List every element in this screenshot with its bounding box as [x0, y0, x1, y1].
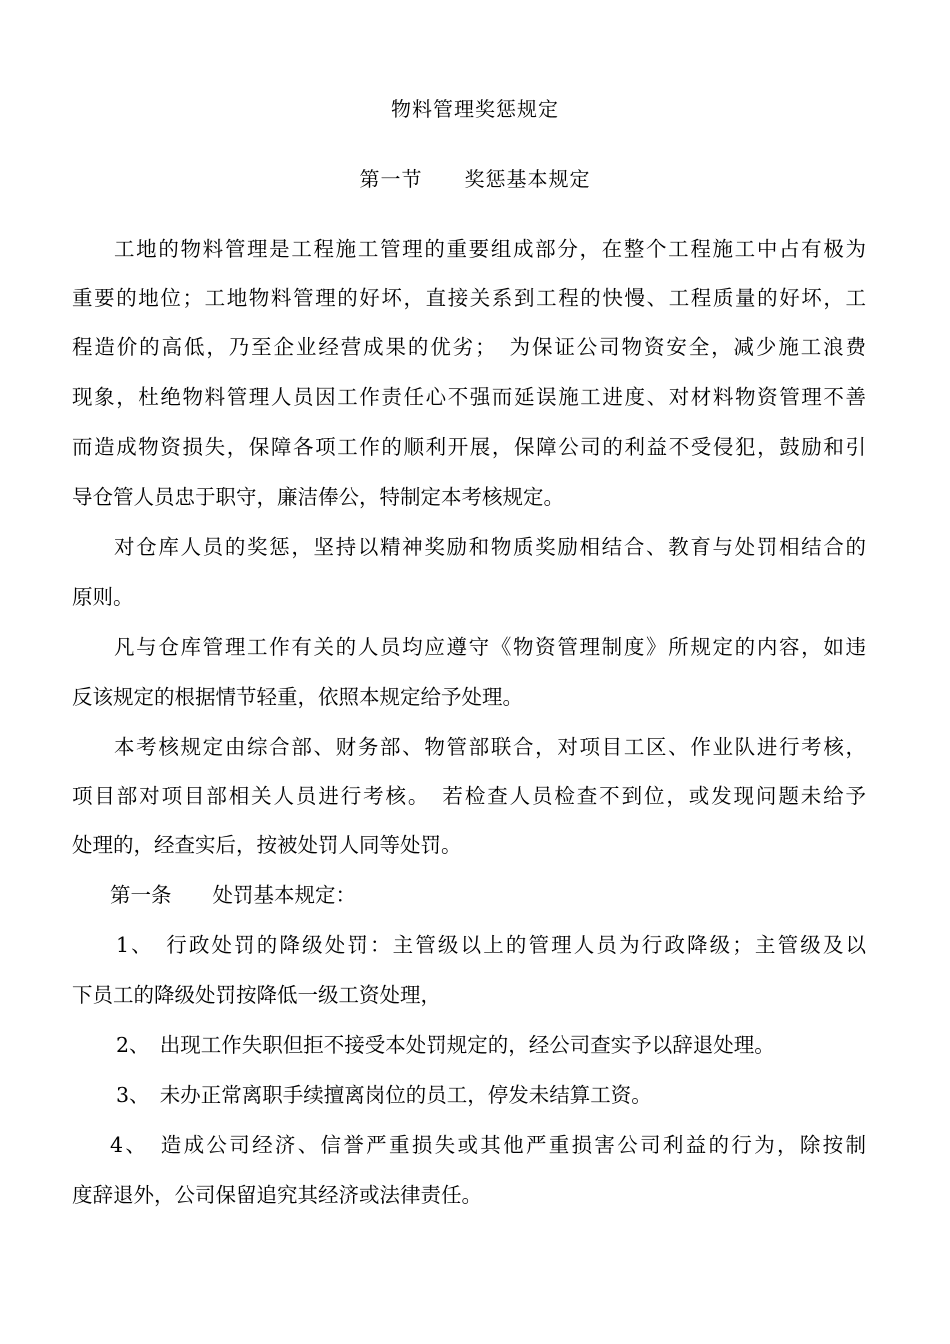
list-item-line: 2、 出现工作失职但拒不接受本处罚规定的，经公司查实予以辞退处理。	[116, 1033, 775, 1057]
paragraph-line: 凡与仓库管理工作有关的人员均应遵守《物资管理制度》所规定的内容，如违	[114, 635, 866, 659]
list-item-line: 3、 未办正常离职手续擅离岗位的员工，停发未结算工资。	[116, 1083, 652, 1107]
paragraph-line: 项目部对项目部相关人员进行考核。 若检查人员检查不到位，或发现问题未给予	[72, 784, 866, 808]
section-title: 第一节 奖惩基本规定	[359, 167, 591, 191]
paragraph-line: 重要的地位；工地物料管理的好坏，直接关系到工程的快慢、工程质量的好坏，工	[72, 286, 866, 310]
document-title: 物料管理奖惩规定	[391, 97, 559, 121]
paragraph-line: 本考核规定由综合部、财务部、物管部联合，对项目工区、作业队进行考核，	[114, 735, 866, 759]
paragraph-line: 对仓库人员的奖惩，坚持以精神奖励和物质奖励相结合、教育与处罚相结合的	[114, 535, 866, 559]
list-item-line: 度辞退外，公司保留追究其经济或法律责任。	[72, 1183, 482, 1207]
list-item-line: 下员工的降级处罚按降低一级工资处理，	[72, 983, 441, 1007]
paragraph-line: 原则。	[72, 585, 134, 609]
article-heading: 第一条 处罚基本规定：	[110, 883, 356, 907]
paragraph-line: 程造价的高低，乃至企业经营成果的优劣； 为保证公司物资安全，减少施工浪费	[72, 335, 866, 359]
list-item-line: 4、 造成公司经济、信誉严重损失或其他严重损害公司利益的行为，除按制	[110, 1133, 866, 1157]
paragraph-line: 反该规定的根据情节轻重，依照本规定给予处理。	[72, 685, 523, 709]
paragraph-line: 现象，杜绝物料管理人员因工作责任心不强而延误施工进度、对材料物资管理不善	[72, 385, 866, 409]
list-item-line: 1、 行政处罚的降级处罚：主管级以上的管理人员为行政降级；主管级及以	[116, 933, 866, 957]
paragraph-line: 而造成物资损失，保障各项工作的顺利开展，保障公司的利益不受侵犯，鼓励和引	[72, 435, 866, 459]
paragraph-line: 工地的物料管理是工程施工管理的重要组成部分，在整个工程施工中占有极为	[114, 237, 866, 261]
paragraph-line: 处理的，经查实后，按被处罚人同等处罚。	[72, 833, 462, 857]
paragraph-line: 导仓管人员忠于职守，廉洁俸公，特制定本考核规定。	[72, 485, 564, 509]
